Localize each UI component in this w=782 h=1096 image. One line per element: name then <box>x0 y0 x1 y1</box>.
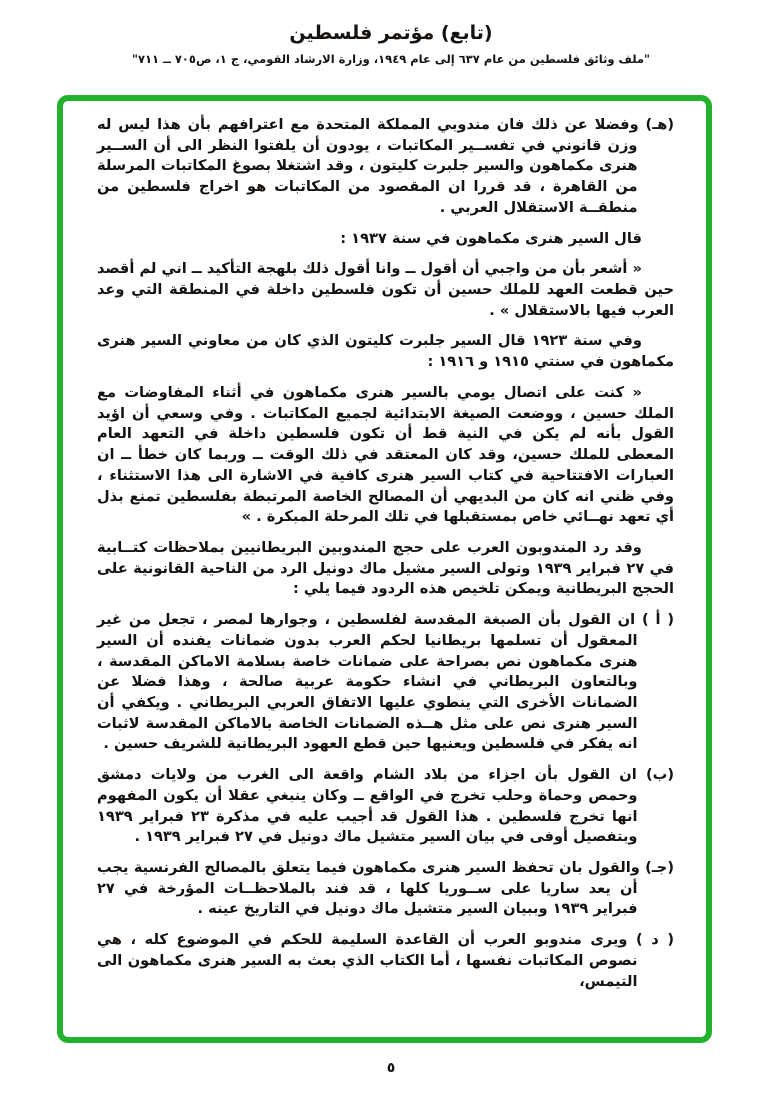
page-header <box>0 22 782 66</box>
paragraph-marker: (جـ) <box>639 859 674 876</box>
paragraph-marker: (هـ) <box>638 116 674 133</box>
paragraph: وقد رد المندوبون العرب على حجج المندوبين البريطانيين بملاحظات كتــابية في ٢٧ فبراير ١٩٣٩ وتولى السير مشيل ماك دونيل الرد من الناحية القانونية على الحجج البريطانية ويمكن تلخيص هذه الردود فيما يلي : <box>97 538 674 598</box>
document-title: (تابع) مؤتمر فلسطين <box>289 22 493 44</box>
highlight-border-box <box>57 95 712 1043</box>
paragraph: « أشعر بأن من واجبي أن أقول ــ وانا أقول ذلك بلهجة التأكيد ــ اني لم أقصد حين قطعت العهد للملك حسين أن تكون فلسطين داخلة في المنطقة التي وعد العرب فيها بالاستقلال » . <box>97 260 674 319</box>
paragraph: ( أ ) ان القول بأن الصبغة المقدسة لفلسطين ، وجوارها لمصر ، تجعل من غير المعقول أن تسلمها بريطانيا لحكم العرب بدون ضمانات يفنده أن السير هنرى مكماهون نص بصراحة على ضمانات خاصة بسلامة الاماكن المقدسة ، وبالتعاون البريطاني في انشاء حكومة عربية صالحة ، وهذا فضلا عن الضمانات الأخرى التي ينطوي عليها الاتفاق العربي البريطاني . ويكفي أن السير هنرى نص على مثل هــذه الضمانات الخاصة بالاماكن المقدسة لاثبات انه يفكر في فلسطين ويعنيها حين قطع العهود البريطانية للشريف حسين . <box>97 611 674 753</box>
page-number: ٥ <box>386 1060 396 1076</box>
source-citation: "ملف وثائق فلسطين من عام ٦٣٧ إلى عام ١٩٤٩، وزارة الارشاد القومي، ج ١، ص٧٠٥ ــ ٧١١" <box>131 52 651 66</box>
paragraph: (ب) ان القول بأن اجزاء من بلاد الشام واقعة الى الغرب من ولايات دمشق وحمص وحماة وحلب تخرج في الواقع ــ وكان ينبغي عقلا أن يكون المفهوم انها تخرج فلسطين . هذا القول قد أجيب عليه في مذكرة ٢٣ فبراير ١٩٣٩ وبتفصيل أوفى في بيان السير متشيل ماك دونيل في ٢٧ فبراير ١٩٣٩ . <box>97 766 674 846</box>
document-body <box>97 115 674 1029</box>
page-footer <box>0 1060 782 1076</box>
paragraph: قال السير هنرى مكماهون في سنة ١٩٣٧ : <box>340 229 642 247</box>
paragraph: (جـ) والقول بان تحفظ السير هنرى مكماهون فيما يتعلق بالمصالح الفرنسية يجب أن يعد ساريا على ســوريا كلها ، قد فند بالملاحظــات المؤرخة في ٢٧ فبراير ١٩٣٩ وببيان السير متشيل ماك دونيل في التاريخ عينه . <box>97 859 674 918</box>
paragraph: وفي سنة ١٩٢٣ قال السير جلبرت كليتون الذي كان من معاوني السير هنرى مكماهون في سنتي ١٩١٥ و ١٩١٦ : <box>97 332 674 371</box>
paragraph: « كنت على اتصال يومي بالسير هنرى مكماهون في أثناء المفاوضات مع الملك حسين ، ووضعت الصيغة الابتدائية لجميع المكاتبات . وفي وسعي أن اؤيد القول بأنه لم يكن في النية قط أن تكون فلسطين داخلة في التعهد العام المعطى للملك حسين، وقد كان المعتقد في ذلك الوقت ــ وربما كان خطأ ــ ان العبارات الافتتاحية في كتاب السير هنرى كافية في الاشارة الى هذا الاستثناء ، وفي ظني انه كان من البديهي أن المصالح الخاصة المرتبطة بفلسطين تمنع بذل أي تعهد نهــائي خاص بمستقبلها في تلك المرحلة المبكرة . » <box>97 383 674 526</box>
paragraph-marker: ( أ ) <box>635 611 674 629</box>
paragraph-marker: ( د ) <box>627 931 674 949</box>
paragraph-marker: (ب) <box>636 766 674 784</box>
paragraph: (هـ) وفضلا عن ذلك فان مندوبي المملكة المتحدة مع اعترافهم بأن هذا ليس له وزن قانوني في تفســير المكاتبات ، يودون أن يلفتوا النظر الى أن الســير هنرى مكماهون والسير جلبرت كليتون ، وقد اشتغلا بصوغ المكاتبات المرسلة من القاهرة ، قد قررا ان المقصود من المكاتبات هو اخراج فلسطين من منطقــة الاستقلال العربي . <box>97 116 674 216</box>
paragraph: ( د ) ويرى مندوبو العرب أن القاعدة السليمة للحكم في الموضوع كله ، هي نصوص المكاتبات نفسها ، أما الكتاب الذي بعث به السير هنرى مكماهون الى التيمس، <box>97 931 674 990</box>
